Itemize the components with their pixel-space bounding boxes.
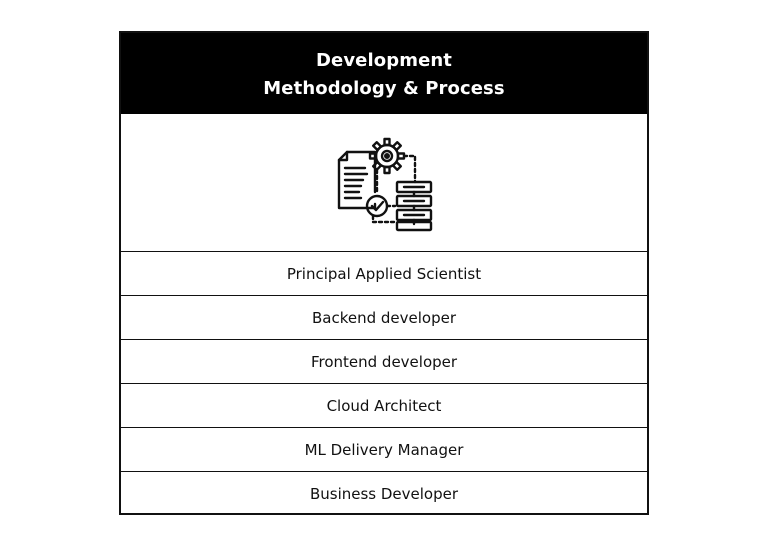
role-item: Business Developer: [309, 485, 459, 503]
role-item: Backend developer: [121, 296, 647, 340]
check-circle-icon: [367, 196, 387, 216]
role-list: [121, 252, 647, 516]
role-item: Cloud Architect: [121, 384, 647, 428]
connector-gear-to-flow: [404, 156, 415, 182]
role-item: Frontend developer: [121, 340, 647, 384]
role-item: ML Delivery Manager: [121, 428, 647, 472]
card-header: [121, 33, 647, 114]
role-item: Principal Applied Scientist: [121, 252, 647, 296]
card-title-line2: Methodology & Process: [263, 77, 505, 99]
icon-area: [121, 114, 647, 252]
process-workflow-icon: [333, 134, 435, 232]
card-title-line1: Development: [316, 49, 452, 71]
flowchart-blocks-icon: [397, 182, 431, 230]
methodology-card: [119, 31, 649, 515]
